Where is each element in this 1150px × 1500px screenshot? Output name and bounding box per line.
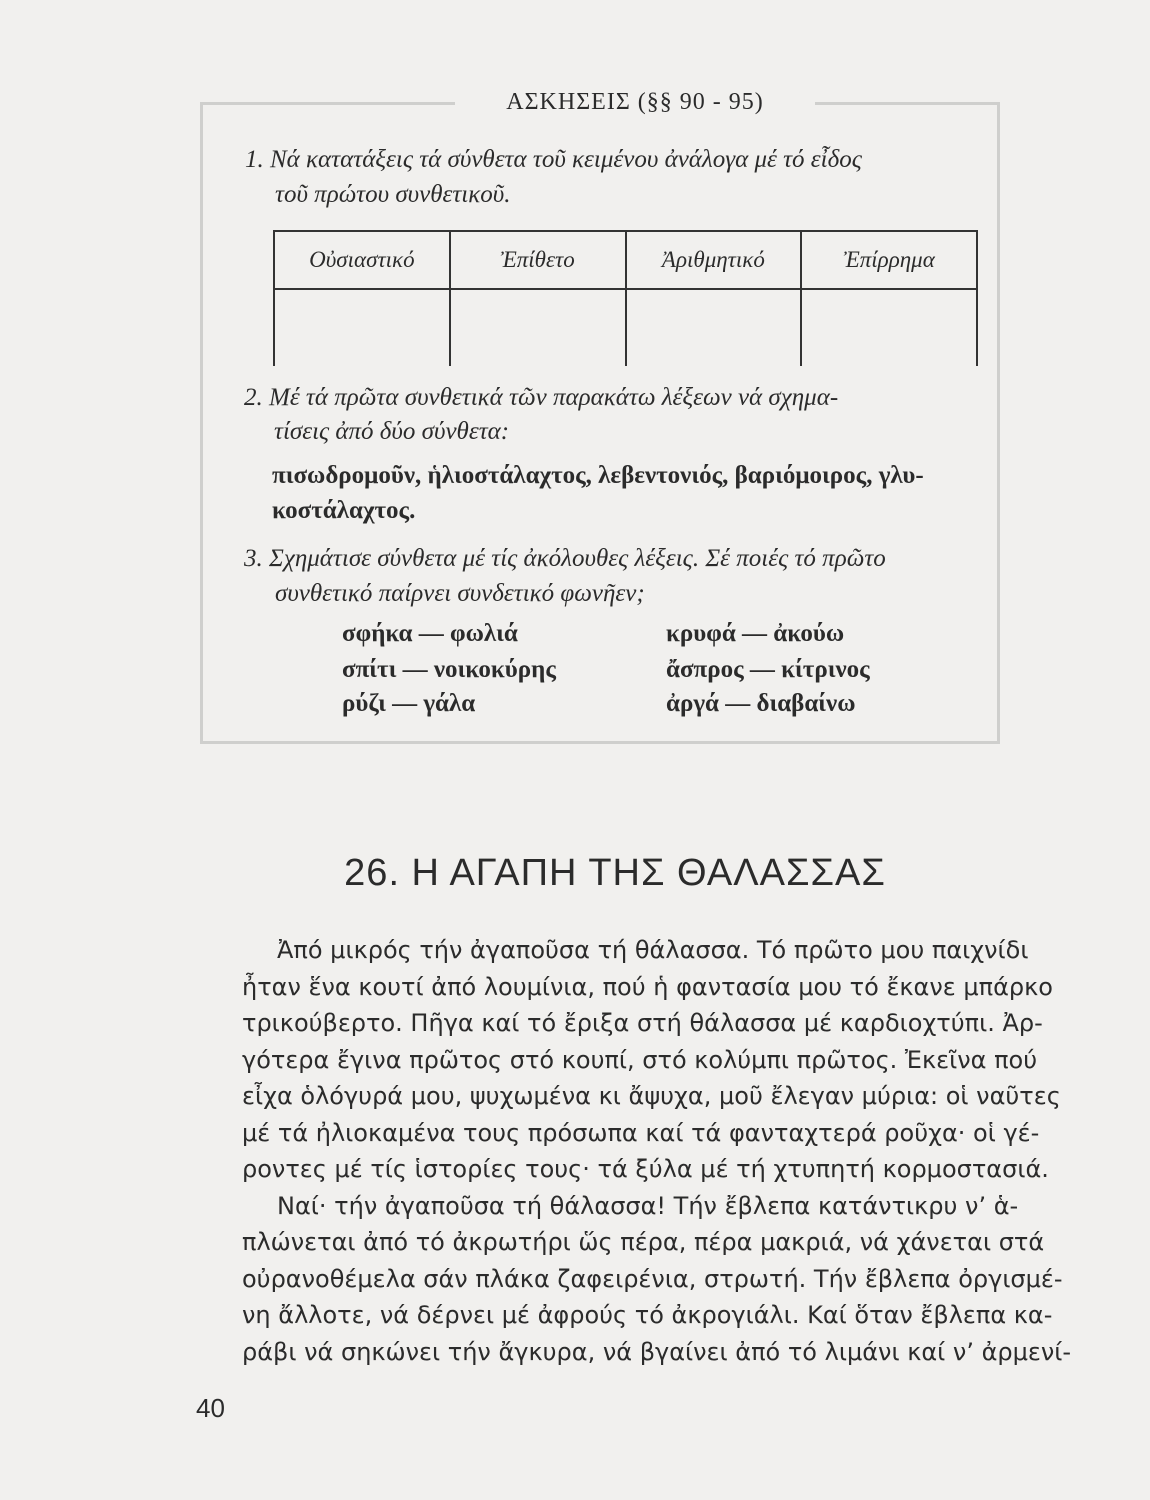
exercise-3-line-1: 3. Σχημάτισε σύνθετα μέ τίς ἀκόλουθες λέξεις. Σέ ποιές τό πρῶτο (244, 545, 886, 572)
table-header-numeral: Ἀριθμητικό (626, 231, 802, 289)
exercise-2-words (272, 458, 992, 528)
exercise-1-line-2: τοῦ πρώτου συνθετικοῦ. (275, 181, 511, 208)
table-cell (450, 289, 626, 366)
table-header-adjective: Ἐπίθετο (450, 231, 626, 289)
table-header-adverb: Ἐπίρρημα (801, 231, 977, 289)
body-line: οὐρανοθέμελα σάν πλάκα ζαφειρένια, στρωτή. Τήν ἔβλεπα ὀργισμέ- (242, 1264, 1063, 1293)
word-pair: ἄσπρος — κίτρινος (666, 656, 870, 683)
body-line: νη ἄλλοτε, νά δέρνει μέ ἀφρούς τό ἀκρογιάλι. Καί ὅταν ἔβλεπα κα- (242, 1301, 1053, 1329)
body-line: ἦταν ἕνα κουτί ἀπό λουμίνια, πού ἡ φαντασία μου τό ἔκανε μπάρκο (242, 972, 1053, 1001)
table-row (274, 289, 977, 366)
word-pair: κρυφά — ἀκούω (666, 620, 845, 647)
table-header-noun: Οὐσιαστικό (274, 231, 450, 289)
body-line: Ναί· τήν ἀγαποῦσα τή θάλασσα! Τήν ἔβλεπα κατάντικρυ ν’ ἁ- (277, 1191, 1019, 1220)
table-cell (274, 289, 450, 366)
table-cell (801, 289, 977, 366)
exercise-2-line-2: τίσεις ἀπό δύο σύνθετα: (274, 418, 510, 445)
exercises-title: ΑΣΚΗΣΕΙΣ (§§ 90 - 95) (455, 84, 815, 120)
word-pair: ρύζι — γάλα (342, 690, 476, 717)
table-cell (626, 289, 802, 366)
chapter-body (242, 932, 1072, 1370)
chapter-title: 26. Η ΑΓΑΠΗ ΤΗΣ ΘΑΛΑΣΣΑΣ (344, 852, 886, 894)
exercise-3-line-2: συνθετικό παίρνει συνδετικό φωνῆεν; (275, 580, 645, 607)
word-pair: σφήκα — φωλιά (342, 620, 518, 647)
body-line: ράβι νά σηκώνει τήν ἄγκυρα, νά βγαίνει ἀπό τό λιμάνι καί ν’ ἀρμενί- (242, 1337, 1072, 1366)
body-line: πλώνεται ἀπό τό ἀκρωτήρι ὥς πέρα, πέρα μακριά, νά χάνεται στά (242, 1228, 1045, 1256)
word-pair: ἀργά — διαβαίνω (666, 690, 856, 717)
word-pair: σπίτι — νοικοκύρης (342, 656, 556, 683)
body-line: Ἀπό μικρός τήν ἀγαποῦσα τή θάλασσα. Τό πρῶτο μου παιχνίδι (277, 936, 1029, 964)
exercise-2-words-line-2: κοστάλαχτος. (272, 497, 416, 524)
body-line: μέ τά ἠλιοκαμένα τους πρόσωπα καί τά φανταχτερά ροῦχα· οἱ γέ- (242, 1118, 1040, 1147)
exercise-2-line-1: 2. Μέ τά πρῶτα συνθετικά τῶν παρακάτω λέξεων νά σχημα- (244, 384, 839, 411)
page-number: 40 (196, 1393, 225, 1423)
body-line: τρικούβερτο. Πῆγα καί τό ἔριξα στή θάλασσα μέ καρδιοχτύπι. Ἀρ- (242, 1009, 1043, 1037)
body-line: εἶχα ὁλόγυρά μου, ψυχωμένα κι ἄψυχα, μοῦ ἔλεγαν μύρια: οἱ ναῦτες (242, 1082, 1061, 1110)
body-line: γότερα ἔγινα πρῶτος στό κουπί, στό κολύμπι πρῶτος. Ἐκεῖνα πού (242, 1045, 1038, 1074)
exercise-1-line-1: 1. Νά κατατάξεις τά σύνθετα τοῦ κειμένου ἀνάλογα μέ τό εἶδος (245, 146, 862, 173)
exercise-2-words-line-1: πισωδρομοῦν, ἡλιοστάλαχτος, λεβεντονιός, βαριόμοιρος, γλυ- (272, 462, 924, 489)
exercise-1-table (273, 230, 978, 366)
body-line: ροντες μέ τίς ἱστορίες τους· τά ξύλα μέ τή χτυπητή κορμοστασιά. (242, 1155, 1049, 1183)
